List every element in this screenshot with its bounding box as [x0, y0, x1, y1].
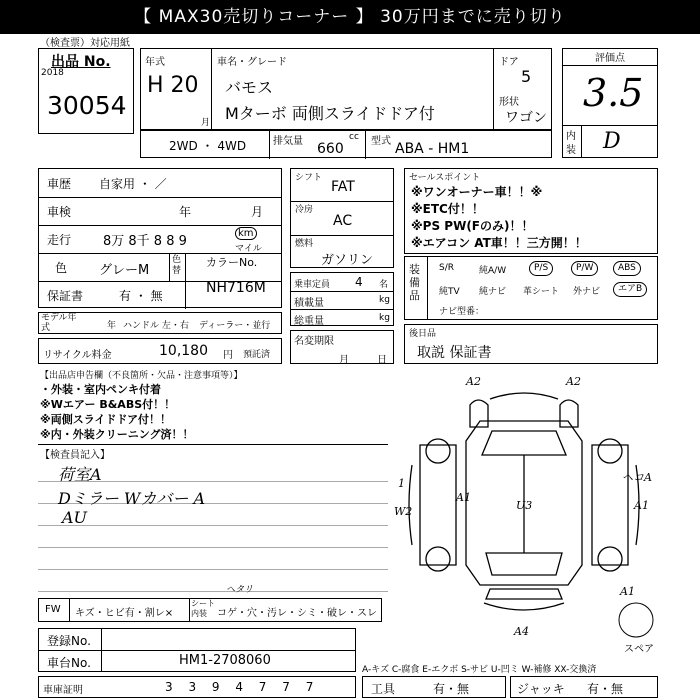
equipment-box — [404, 256, 658, 320]
damage-mark-bottom-right: A1 — [620, 585, 635, 598]
ac-label: 冷房 — [295, 205, 314, 215]
history-value: 自家用 ・ ／ — [99, 177, 167, 191]
inspection-year: 年 — [179, 205, 192, 219]
displacement-value: 660 — [317, 141, 344, 157]
damage-mark-center: U3 — [516, 499, 533, 512]
fuel-label: 燃料 — [295, 239, 314, 249]
recycle-note: 預託済 — [243, 350, 271, 360]
equip-ps: P/S — [529, 261, 553, 276]
equip-sr: S/R — [439, 263, 454, 273]
damage-mark-top-left: A2 — [466, 375, 481, 388]
chassis-value: HM1-2708060 — [179, 653, 271, 668]
load-label: 積載量 — [294, 298, 324, 309]
damage-mark-bottom: A4 — [514, 625, 529, 638]
sales-point-1: ※ワンオーナー車！！※ — [411, 185, 543, 199]
damage-legend: A-キズ C-腐食 E-エクボ S-サビ U-凹ミ W-補修 XX-交換済 — [362, 665, 597, 675]
seat-note: ヘタリ — [226, 585, 254, 595]
later-docs-label: 後日品 — [409, 329, 437, 339]
model-year-label: モデル年式 — [41, 313, 77, 333]
handle-side: ハンドル 左・右 — [123, 321, 189, 331]
equip-leather: 革シート — [523, 287, 560, 297]
color-no-label: カラーNo. — [206, 256, 258, 269]
tools-value: 有・無 — [433, 682, 470, 696]
seat-items: コゲ・穴・汚レ・シミ・破レ・スレ — [217, 608, 377, 619]
fw-label: FW — [45, 604, 61, 615]
color-label: 色 — [55, 261, 68, 275]
model-block — [140, 48, 552, 130]
registration-label: 登録No. — [47, 634, 91, 648]
jack-box — [510, 676, 658, 698]
equip-ext-navi: 外ナビ — [573, 287, 601, 297]
mileage-unit-mile: マイル — [235, 244, 262, 254]
seller-note-4: ※内・外装クリーニング済！！ — [40, 428, 194, 441]
model-name: バモス — [225, 78, 274, 97]
seller-notes-label: 【出品店申告欄（不良箇所・欠品・注意事項等）】 — [40, 371, 243, 381]
registration-table — [38, 628, 356, 672]
warranty-value: 有 ・ 無 — [119, 289, 163, 303]
inspection-month: 月 — [251, 205, 264, 219]
inspection-label: 車検 — [47, 205, 72, 219]
tools-box — [362, 676, 506, 698]
drive-type: 2WD ・ 4WD — [169, 139, 247, 153]
damage-mark-right: A1 — [634, 499, 649, 512]
sales-point-3: ※PS PW(Fのみ)！！ — [411, 219, 534, 233]
score-value: 3.5 — [583, 71, 644, 115]
month-label: 月 — [201, 118, 211, 128]
tools-label: 工具 — [371, 682, 396, 696]
banner-title: 【 MAX30売切りコーナー 】 30万円までに売り切り — [0, 0, 700, 34]
sales-point-2: ※ETC付！！ — [411, 202, 484, 216]
fw-items: キズ・ヒビ有・割レ× — [75, 608, 174, 619]
body-type-value: ワゴン — [505, 110, 547, 126]
chassis-label: 車台No. — [47, 656, 91, 670]
garage-cert-row — [38, 676, 356, 698]
inspector-line-1: 荷室A — [58, 465, 102, 484]
sales-points-label: セールスポイント — [409, 173, 481, 183]
lot-label: 出品 No. — [51, 54, 111, 70]
color-no-value: NH716M — [206, 280, 266, 296]
damage-mark-left: A1 — [456, 491, 471, 504]
equip-alloy: 純A/W — [479, 266, 507, 276]
interior-label-2: 装 — [566, 145, 576, 156]
garage-cert-label: 車庫証明 — [43, 685, 83, 696]
model-label: 車名・グレード — [217, 57, 287, 68]
history-label: 車歴 — [47, 177, 72, 191]
garage-cert-digits: 3 3 9 4 7 7 7 — [165, 680, 320, 694]
interior-value: D — [603, 129, 621, 154]
type-label: 型式 — [371, 136, 391, 147]
body-type-label: 形状 — [499, 97, 519, 108]
name-change-month: 月 — [339, 355, 349, 366]
jack-value: 有・無 — [587, 682, 624, 696]
ac-value: AC — [333, 213, 353, 229]
seller-note-3: ※両側スライドドア付！！ — [40, 413, 172, 426]
spec-row — [140, 130, 552, 158]
inspector-line-2: Dミラー Wカバー A — [58, 489, 206, 508]
model-year-year: 年 — [107, 321, 117, 331]
shift-value: FAT — [331, 179, 355, 195]
form-type-text: （検査票）対応用紙 — [40, 38, 130, 49]
interior-label-1: 内 — [566, 131, 576, 142]
fw-seat-row — [38, 598, 382, 622]
gross-unit: kg — [379, 313, 390, 323]
seller-note-1: ・外装・室内ペンキ付着 — [40, 383, 161, 396]
year-value: H 20 — [147, 73, 199, 98]
recycle-unit: 円 — [223, 350, 233, 361]
doors-value: 5 — [521, 67, 532, 86]
navi-model-label: ナビ型番： — [439, 307, 485, 317]
car-diagram — [394, 375, 660, 638]
color-change-label: 色替 — [172, 255, 182, 276]
doors-label: ドア — [499, 57, 519, 68]
jack-label: ジャッキ — [517, 682, 565, 696]
capacity-table — [290, 272, 394, 326]
score-box — [562, 48, 658, 158]
fuel-value: ガソリン — [321, 253, 374, 268]
model-grade: Mターボ 両側スライドドア付 — [225, 104, 435, 123]
damage-mark-right-note: ヘコA — [622, 471, 652, 484]
mid-spec-table — [290, 168, 394, 268]
lot-box — [38, 48, 134, 134]
equip-abs: ABS — [613, 261, 641, 276]
damage-mark-left-1: 1 — [398, 477, 405, 490]
recycle-label: リサイクル料金 — [43, 350, 112, 361]
mileage-label: 走行 — [47, 233, 72, 247]
seat-label: シート内装 — [191, 599, 215, 618]
displacement-label: 排気量 — [273, 136, 303, 147]
type-value: ABA - HM1 — [395, 141, 470, 157]
inspector-line-3: AU — [62, 508, 88, 527]
model-year-row — [38, 312, 282, 334]
mileage-value: 8万 8千 8 8 9 — [103, 234, 187, 249]
load-unit: kg — [379, 295, 390, 305]
capacity-unit: 名 — [379, 280, 389, 290]
recycle-row — [38, 338, 282, 364]
inspector-label: 【検査員記入】 — [40, 450, 110, 461]
recycle-value: 10,180 — [159, 343, 208, 359]
equip-navi: 純ナビ — [479, 287, 507, 297]
color-value: グレーM — [99, 263, 150, 278]
displacement-unit: cc — [349, 132, 359, 142]
later-docs-value: 取説 保証書 — [417, 345, 492, 361]
later-docs-box — [404, 324, 658, 364]
equip-tv: 純TV — [439, 287, 460, 297]
lot-number: 30054 — [47, 91, 127, 120]
sales-point-4: ※エアコン AT車！！三方開！！ — [411, 236, 587, 250]
lot-tag: 2018 — [41, 68, 64, 78]
shift-label: シフト — [295, 173, 323, 183]
gross-label: 総重量 — [294, 316, 324, 327]
year-label: 年式 — [145, 57, 165, 68]
dealer-type: ディーラー・並行 — [199, 321, 271, 331]
name-change-label: 名変期限 — [294, 336, 334, 347]
name-change-box — [290, 330, 394, 364]
equip-pw: P/W — [571, 261, 598, 276]
capacity-label: 乗車定員 — [294, 280, 331, 290]
spare-label: スペア — [624, 644, 654, 655]
warranty-label: 保証書 — [47, 289, 84, 303]
equip-airbag: エアB — [613, 282, 647, 297]
damage-mark-top-right: A2 — [566, 375, 581, 388]
name-change-day: 日 — [377, 355, 387, 366]
sales-points-box — [404, 168, 658, 254]
capacity-value: 4 — [355, 275, 363, 289]
score-label: 評価点 — [563, 49, 657, 66]
damage-mark-left-side: W2 — [394, 505, 413, 518]
mileage-unit-km: km — [235, 227, 257, 240]
seller-note-2: ※Wエアー B&ABS付！！ — [40, 398, 176, 411]
equipment-label: 装備品 — [409, 263, 420, 302]
